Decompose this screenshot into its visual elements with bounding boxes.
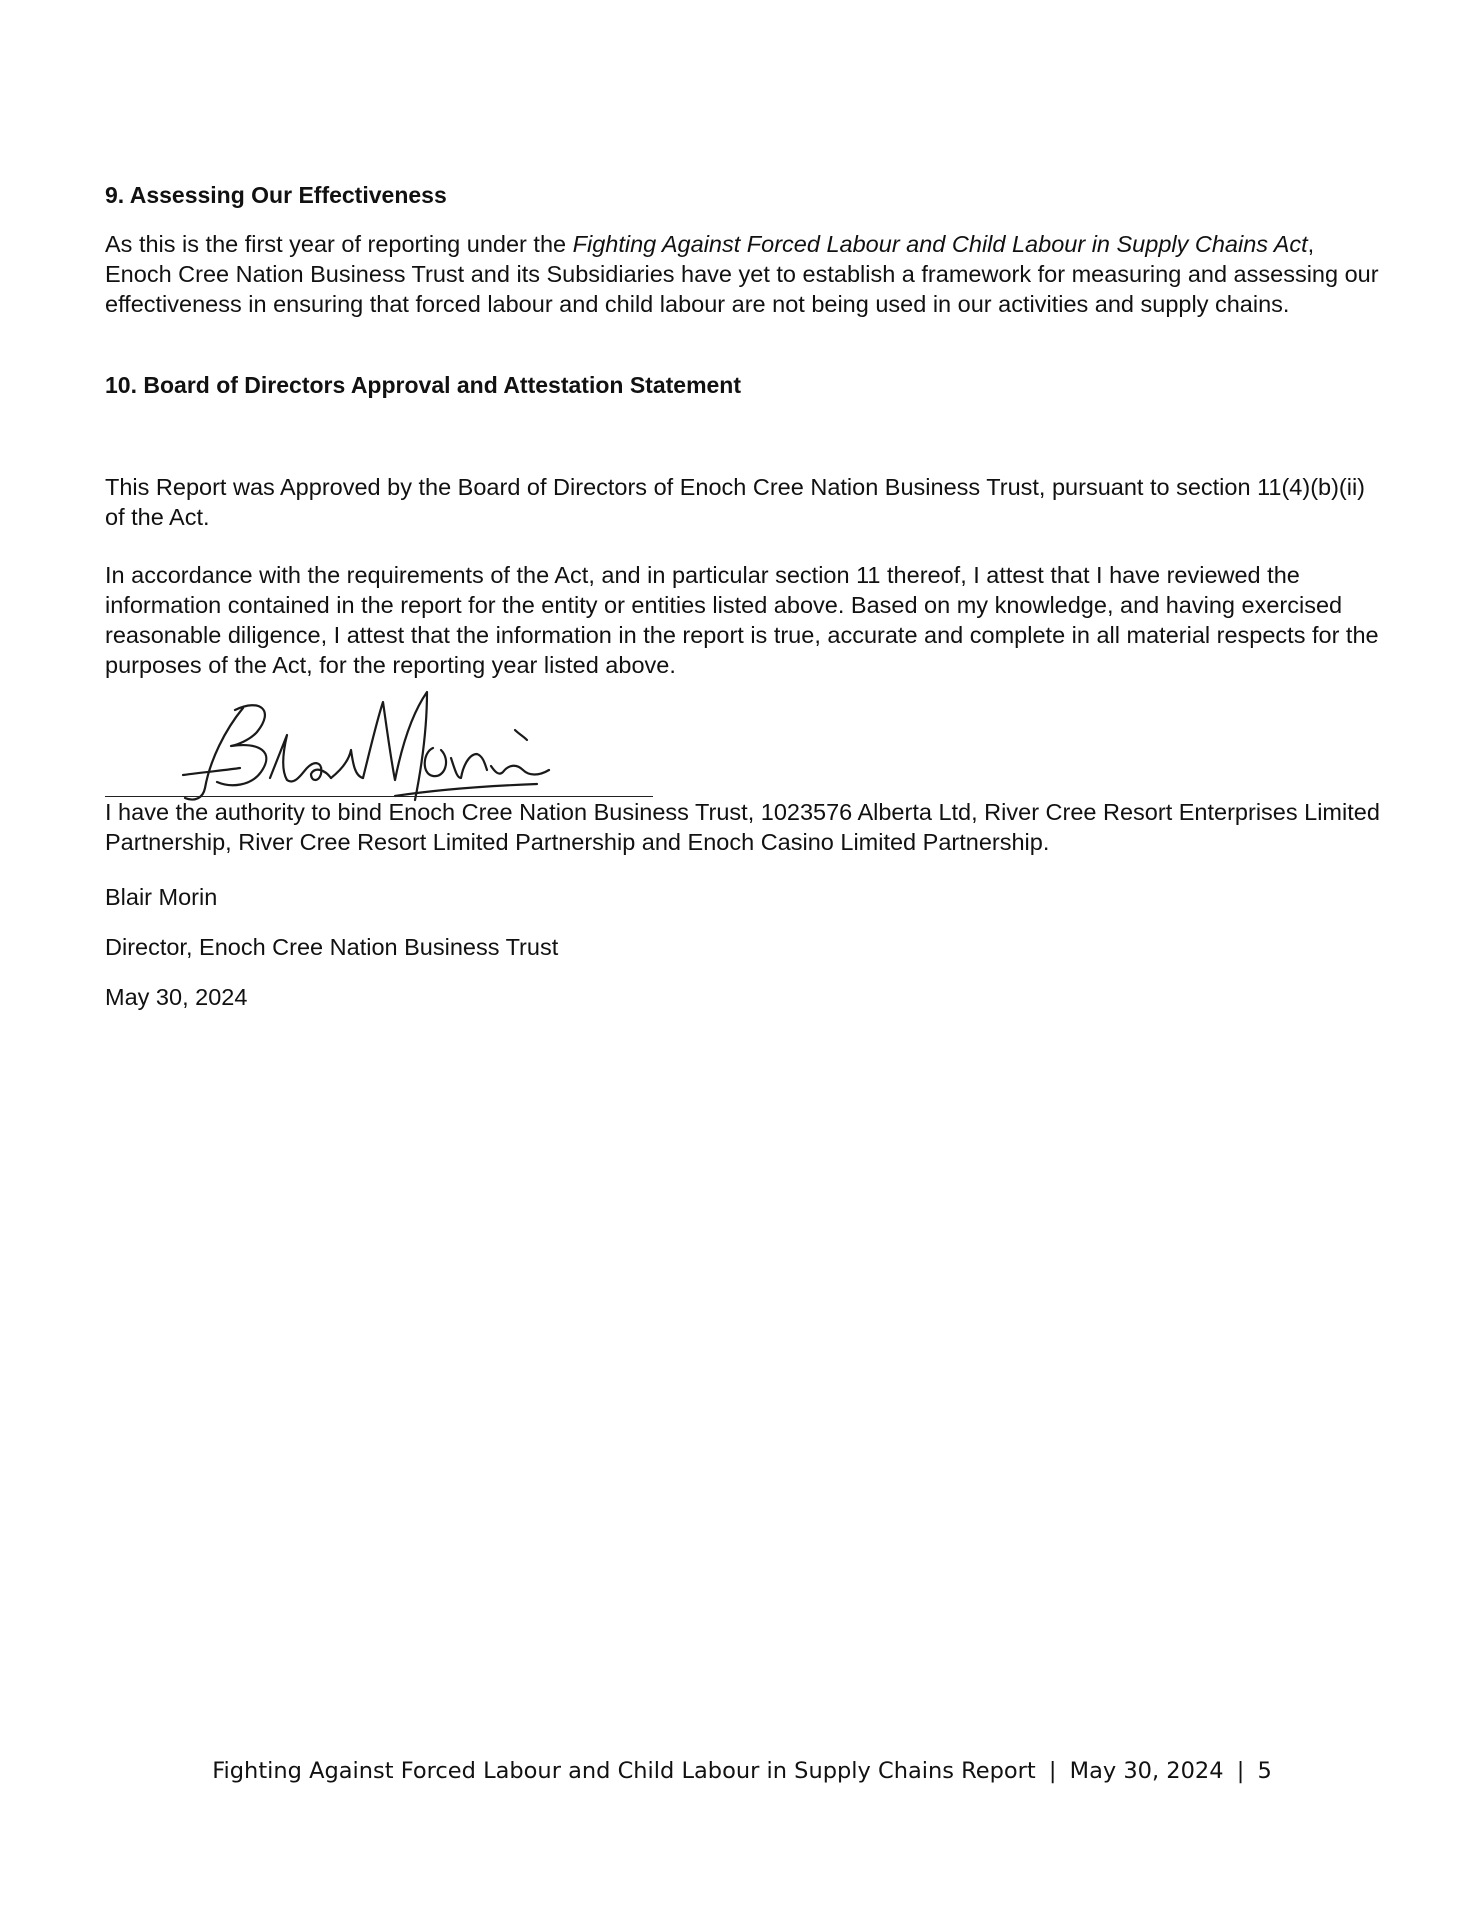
signer-title: Director, Enoch Cree Nation Business Trust	[105, 934, 559, 960]
signature-block	[105, 690, 665, 800]
authority-statement: I have the authority to bind Enoch Cree Nation Business Trust, 1023576 Alberta Ltd, River Cree Resort Enterprises Limited Partnership, River Cree Resort Limited Partnership and Enoch Casino Limited Partnership.	[105, 799, 1380, 855]
section-9-text-before: As this is the first year of reporting under the	[105, 231, 573, 257]
section-9-text-after: , Enoch Cree Nation Business Trust and its Subsidiaries have yet to establish a framework for measuring and assessing our effectiveness in ensuring that forced labour and child labour are not being used in our activities and supply chains.	[105, 231, 1379, 317]
signature-date: May 30, 2024	[105, 984, 248, 1010]
footer-separator: |	[1236, 1758, 1245, 1784]
page-footer	[0, 1758, 1484, 1784]
section-9-heading: 9. Assessing Our Effectiveness	[105, 182, 447, 208]
approval-paragraph: This Report was Approved by the Board of Directors of Enoch Cree Nation Business Trust, pursuant to section 11(4)(b)(ii) of the Act.	[105, 474, 1366, 530]
footer-separator: |	[1048, 1758, 1057, 1784]
page-number: 5	[1257, 1758, 1272, 1784]
act-title: Fighting Against Forced Labour and Child Labour in Supply Chains Act	[572, 231, 1308, 257]
footer-date: May 30, 2024	[1069, 1758, 1224, 1784]
section-10-heading: 10. Board of Directors Approval and Attestation Statement	[105, 372, 742, 398]
footer-report-title: Fighting Against Forced Labour and Child Labour in Supply Chains Report	[212, 1758, 1036, 1784]
attestation-paragraph: In accordance with the requirements of the Act, and in particular section 11 thereof, I attest that I have reviewed the information contained in the report for the entity or entities listed above. Based on my knowledge, and having exercised reasonable diligence, I attest that the information in the report is true, accurate and complete in all material respects for the purposes of the Act, for the reporting year listed above.	[105, 562, 1379, 678]
signer-name: Blair Morin	[105, 884, 218, 910]
section-9-paragraph	[105, 229, 1385, 319]
